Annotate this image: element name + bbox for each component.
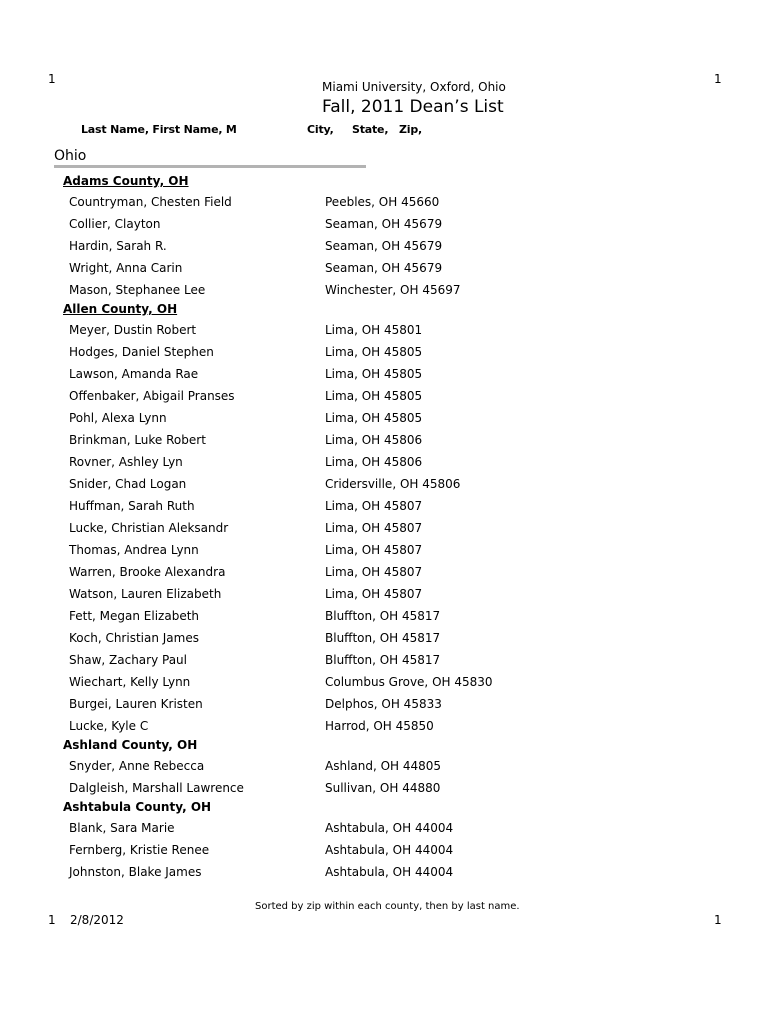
student-location: Delphos, OH 45833 [325, 697, 442, 711]
student-location: Sullivan, OH 44880 [325, 781, 441, 795]
student-location: Bluffton, OH 45817 [325, 609, 441, 623]
student-name: Lawson, Amanda Rae [69, 367, 199, 381]
page-number-bottom-left: 1 [48, 913, 56, 927]
student-name: Collier, Clayton [69, 217, 161, 231]
student-name: Fett, Megan Elizabeth [69, 609, 200, 623]
student-name: Wiechart, Kelly Lynn [69, 675, 191, 689]
student-name: Lucke, Kyle C [69, 719, 149, 733]
student-location: Ashtabula, OH 44004 [325, 865, 454, 879]
county-heading: Ashtabula County, OH [63, 800, 212, 814]
student-name: Dalgleish, Marshall Lawrence [69, 781, 244, 795]
student-name: Watson, Lauren Elizabeth [69, 587, 222, 601]
student-name: Hardin, Sarah R. [69, 239, 167, 253]
student-location: Lima, OH 45805 [325, 411, 423, 425]
student-location: Lima, OH 45806 [325, 455, 423, 469]
column-header-zip: Zip, [399, 123, 422, 136]
student-location: Ashtabula, OH 44004 [325, 821, 454, 835]
student-location: Lima, OH 45805 [325, 367, 423, 381]
student-location: Lima, OH 45805 [325, 345, 423, 359]
student-name: Hodges, Daniel Stephen [69, 345, 214, 359]
sort-note: Sorted by zip within each county, then by last name. [255, 901, 520, 912]
county-heading: Adams County, OH [63, 174, 189, 188]
student-name: Lucke, Christian Aleksandr [69, 521, 229, 535]
student-name: Warren, Brooke Alexandra [69, 565, 226, 579]
student-location: Ashland, OH 44805 [325, 759, 442, 773]
student-name: Koch, Christian James [69, 631, 199, 645]
student-name: Mason, Stephanee Lee [69, 283, 206, 297]
student-location: Bluffton, OH 45817 [325, 653, 441, 667]
student-name: Pohl, Alexa Lynn [69, 411, 167, 425]
student-location: Bluffton, OH 45817 [325, 631, 441, 645]
student-name: Johnston, Blake James [69, 865, 202, 879]
student-name: Snider, Chad Logan [69, 477, 187, 491]
column-header-state: State, [352, 123, 389, 136]
county-heading: Ashland County, OH [63, 738, 198, 752]
student-location: Seaman, OH 45679 [325, 261, 443, 275]
column-header-city: City, [307, 123, 334, 136]
student-location: Lima, OH 45807 [325, 587, 423, 601]
student-location: Seaman, OH 45679 [325, 239, 443, 253]
student-location: Lima, OH 45807 [325, 543, 423, 557]
student-location: Lima, OH 45806 [325, 433, 423, 447]
student-name: Huffman, Sarah Ruth [69, 499, 195, 513]
student-name: Snyder, Anne Rebecca [69, 759, 205, 773]
student-name: Blank, Sara Marie [69, 821, 175, 835]
student-name: Shaw, Zachary Paul [69, 653, 187, 667]
student-location: Ashtabula, OH 44004 [325, 843, 454, 857]
student-location: Cridersville, OH 45806 [325, 477, 461, 491]
student-name: Brinkman, Luke Robert [69, 433, 206, 447]
student-name: Countryman, Chesten Field [69, 195, 232, 209]
student-location: Winchester, OH 45697 [325, 283, 461, 297]
student-location: Peebles, OH 45660 [325, 195, 440, 209]
print-date: 2/8/2012 [70, 913, 124, 927]
student-name: Burgei, Lauren Kristen [69, 697, 203, 711]
student-location: Lima, OH 45807 [325, 521, 423, 535]
page-title: Fall, 2011 Dean’s List [322, 97, 504, 117]
student-name: Thomas, Andrea Lynn [69, 543, 199, 557]
student-location: Lima, OH 45807 [325, 499, 423, 513]
page-number-top-right: 1 [714, 72, 722, 86]
page-number-bottom-right: 1 [714, 913, 722, 927]
student-location: Lima, OH 45805 [325, 389, 423, 403]
column-header-name: Last Name, First Name, M [81, 123, 237, 136]
student-name: Wright, Anna Carin [69, 261, 183, 275]
student-name: Offenbaker, Abigail Pranses [69, 389, 235, 403]
student-location: Columbus Grove, OH 45830 [325, 675, 493, 689]
state-heading: Ohio [54, 148, 87, 164]
page-number-top-left: 1 [48, 72, 56, 86]
student-name: Rovner, Ashley Lyn [69, 455, 183, 469]
student-location: Seaman, OH 45679 [325, 217, 443, 231]
student-name: Fernberg, Kristie Renee [69, 843, 210, 857]
student-name: Meyer, Dustin Robert [69, 323, 197, 337]
student-location: Lima, OH 45801 [325, 323, 423, 337]
institution-name: Miami University, Oxford, Ohio [322, 80, 506, 94]
county-heading: Allen County, OH [63, 302, 178, 316]
student-location: Lima, OH 45807 [325, 565, 423, 579]
student-location: Harrod, OH 45850 [325, 719, 434, 733]
